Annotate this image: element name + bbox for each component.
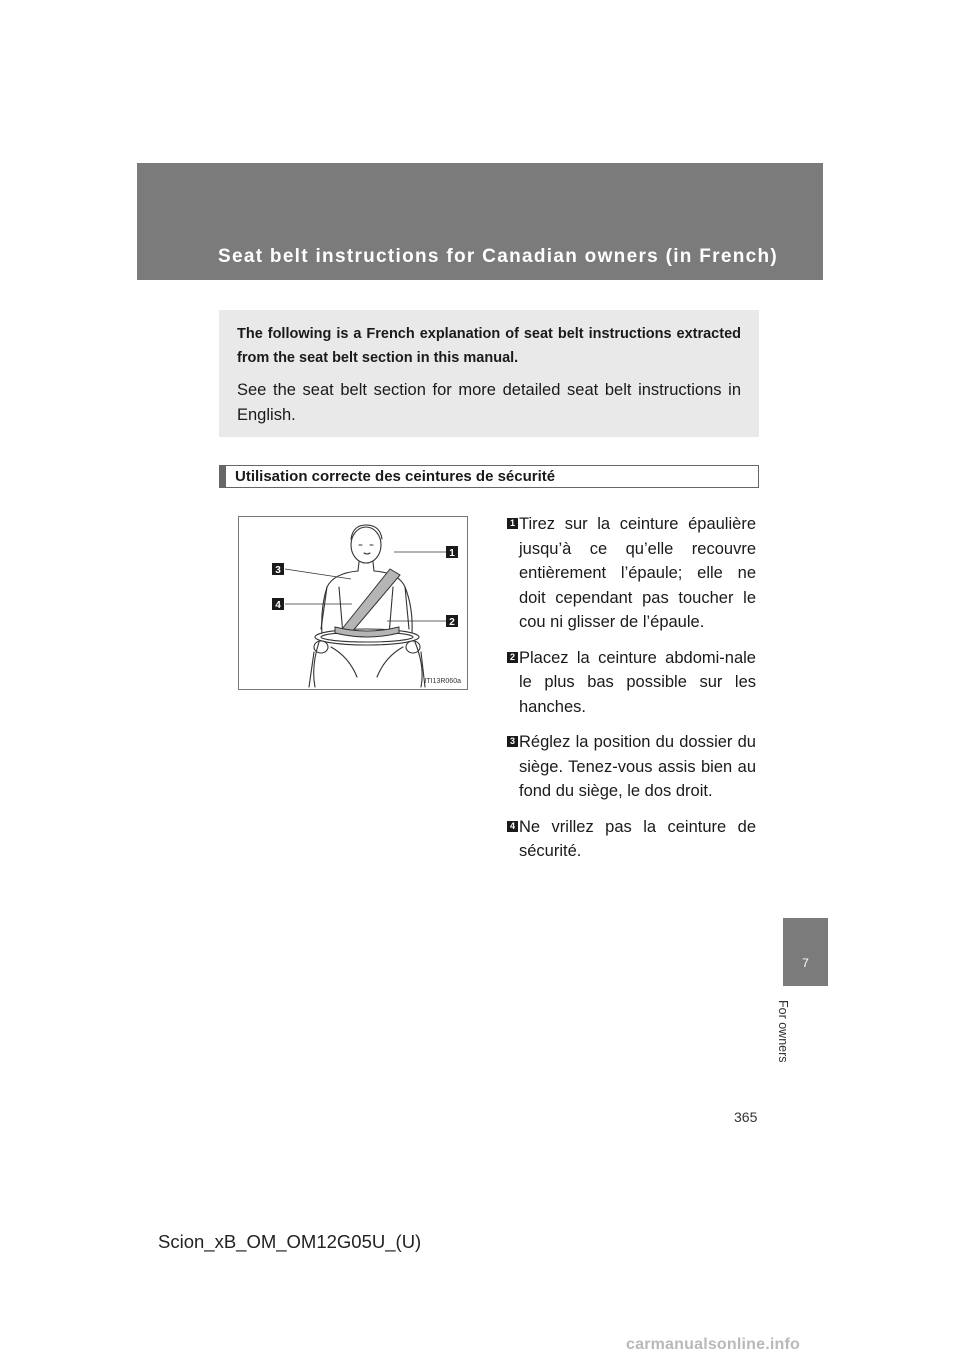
chapter-number: 7: [802, 956, 809, 970]
seat-belt-illustration: [238, 516, 468, 690]
callout-4: 4: [275, 600, 281, 611]
step-text-2: Placez la ceinture abdomi-nale le plus bas possible sur les hanches.: [519, 648, 756, 716]
step-item: [507, 512, 756, 635]
watermark: carmanualsonline.info: [626, 1336, 801, 1353]
page-number: 365: [734, 1109, 758, 1125]
steps-list: [507, 512, 756, 875]
driver-seat-belt-drawing: [239, 517, 467, 689]
callout-2: 2: [449, 617, 455, 628]
figure-code: ITI13R060a: [424, 678, 461, 685]
step-item: [507, 646, 756, 720]
footer-document-id: Scion_xB_OM_OM12G05U_(U): [158, 1231, 422, 1252]
chapter-label: For owners: [776, 1000, 790, 1063]
step-number-4: 4: [507, 821, 518, 832]
step-number-1: 1: [507, 518, 518, 529]
step-number-2: 2: [507, 652, 518, 663]
section-heading: [219, 465, 759, 488]
intro-normal-text: See the seat belt section for more detailed seat belt instructions in English.: [237, 381, 741, 424]
step-item: [507, 815, 756, 864]
step-number-3: 3: [507, 736, 518, 747]
intro-box: [219, 310, 759, 437]
callout-1: 1: [449, 548, 455, 559]
page-title: Seat belt instructions for Canadian owners (in French): [218, 246, 779, 267]
chapter-tab: [783, 918, 828, 986]
step-text-4: Ne vrillez pas la ceinture de sécurité.: [519, 817, 756, 860]
intro-bold-text: The following is a French explanation of seat belt instructions extracted from the seat belt section in this manual.: [237, 326, 741, 366]
step-text-1: Tirez sur la ceinture épaulière jusqu’à ce qu’elle recouvre entièrement l’épaule; elle ne doit cependant pas toucher le cou ni glisser de l’épaule.: [519, 515, 756, 631]
callout-3: 3: [275, 565, 281, 576]
section-heading-bar: [220, 466, 226, 487]
step-text-3: Réglez la position du dossier du siège. Tenez-vous assis bien au fond du siège, le dos droit.: [519, 733, 756, 800]
step-item: [507, 730, 756, 804]
section-heading-text: Utilisation correcte des ceintures de sécurité: [235, 468, 556, 485]
